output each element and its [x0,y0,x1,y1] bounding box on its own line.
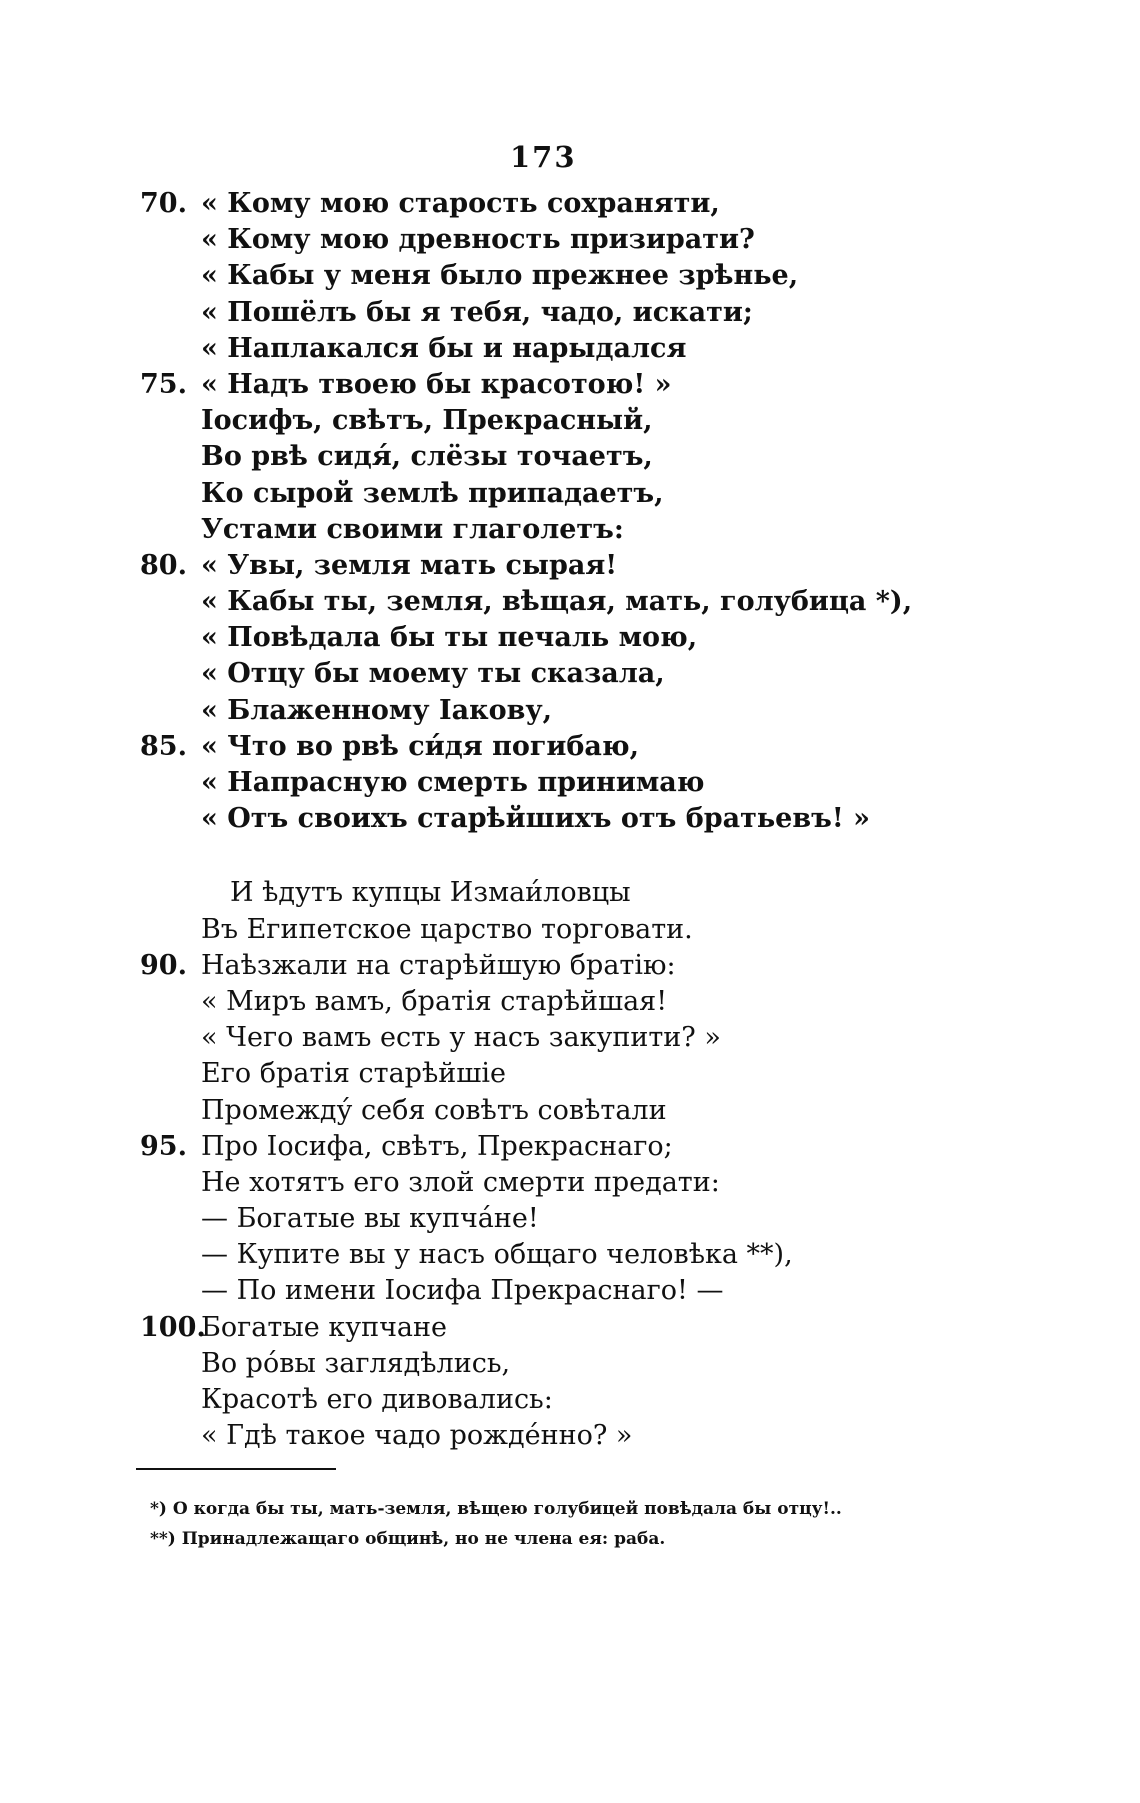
verse-text: Красотѣ его дивовались: [201,1384,553,1415]
verse-text: « Что во рвѣ си́дя погибаю, [201,730,639,762]
line-number: 90. [140,949,187,981]
line-number: 100. [140,1311,206,1343]
verse-line [0,1382,1140,1418]
verse-text: « Наплакался бы и нарыдался [201,332,687,364]
line-number: 95. [140,1130,187,1162]
verse-text: — Купите вы у насъ общаго человѣка **), [201,1239,793,1271]
verse-text: « Миръ вамъ, братія старѣйшая! [201,985,668,1017]
verse-text: Іосифъ, свѣтъ, Прекрасный, [201,405,653,437]
footnote-rule [136,1468,336,1470]
verse-line [0,295,1140,331]
verse-text: Наѣзжали на старѣйшую братію: [201,949,676,981]
verse-text: « Отцу бы моему ты сказала, [201,658,665,690]
verse-line [0,1129,1140,1165]
verse-text: « Кому мою древность призирати? [201,224,755,256]
verse-line [0,1310,1140,1346]
verse-text: « Гдѣ такое чадо рожде́нно? » [201,1420,633,1452]
verse-text: И ѣдутъ купцы Измаи́ловцы [230,877,631,909]
verse-line [0,1020,1140,1056]
verse-line [0,584,1140,620]
verse-line [0,801,1140,837]
poem-body [0,186,1140,1454]
footnote-2: **) Принадлежащаго общинѣ, но не члена ея: раба. [150,1529,666,1549]
verse-line [0,693,1140,729]
verse-text: « Пошёлъ бы я тебя, чадо, искати; [201,296,753,328]
verse-text: Во рвѣ сидя́, слёзы точаетъ, [201,441,653,473]
verse-text: « Напрасную смерть принимаю [201,767,705,798]
verse-text: « Отъ своихъ старѣйшихъ отъ братьевъ! » [201,803,870,835]
verse-line [0,439,1140,475]
verse-text: « Кабы ты, земля, вѣщая, мать, голубица *), [201,586,913,618]
verse-line [0,729,1140,765]
verse-text: « Чего вамъ есть у насъ закупити? » [201,1022,721,1054]
line-number: 80. [140,549,187,581]
verse-text: Промежду́ себя совѣтъ совѣтали [201,1094,667,1126]
verse-text: Богатые купчане [201,1311,448,1343]
verse-line [0,620,1140,656]
line-number: 85. [140,730,187,762]
verse-line [0,258,1140,294]
stanza-gap [0,837,1140,875]
verse-line [0,1237,1140,1273]
verse-line [0,186,1140,222]
verse-line [0,1346,1140,1382]
verse-text: — По имени Іосифа Прекраснаго! — [201,1275,724,1307]
verse-line [0,984,1140,1020]
verse-text: « Кому мою старость сохраняти, [201,188,720,219]
footnote-1: *) О когда бы ты, мать-земля, вѣщею голубицей повѣдала бы отцу!.. [150,1499,842,1519]
verse-line [0,1201,1140,1237]
verse-line [0,948,1140,984]
footnotes [150,1494,1010,1554]
verse-line [0,367,1140,403]
verse-text: Устами своими глаголетъ: [201,513,624,545]
line-number: 70. [140,188,187,219]
verse-line [0,1418,1140,1454]
verse-text: Во ро́вы заглядѣлись, [201,1347,511,1379]
verse-text: Его братія старѣйшіе [201,1058,506,1090]
verse-line [0,912,1140,948]
verse-line [0,1165,1140,1201]
verse-line [0,403,1140,439]
verse-text: Ко сырой землѣ припадаетъ, [201,477,664,509]
line-number: 75. [140,368,187,400]
verse-text: — Богатые вы купча́не! [201,1203,539,1235]
verse-line [0,1273,1140,1309]
verse-line [0,476,1140,512]
verse-line [0,222,1140,258]
verse-line [0,1056,1140,1092]
stanza-2 [0,875,1140,1454]
verse-line [0,875,1140,911]
verse-text: « Увы, земля мать сырая! [201,549,618,581]
verse-text: « Повѣдала бы ты печаль мою, [201,622,698,654]
verse-line [0,1093,1140,1129]
verse-line [0,656,1140,692]
page-number: 173 [510,140,577,174]
verse-text: Про Іосифа, свѣтъ, Прекраснаго; [201,1130,673,1162]
verse-text: Въ Египетское царство торговати. [201,913,693,945]
verse-text: Не хотятъ его злой смерти предати: [201,1166,720,1198]
verse-text: « Кабы у меня было прежнее зрѣнье, [201,260,799,292]
verse-line [0,765,1140,801]
verse-line [0,548,1140,584]
verse-text: « Надъ твоею бы красотою! » [201,368,672,400]
stanza-1 [0,186,1140,837]
verse-line [0,331,1140,367]
verse-line [0,512,1140,548]
verse-text: « Блаженному Іакову, [201,694,553,726]
